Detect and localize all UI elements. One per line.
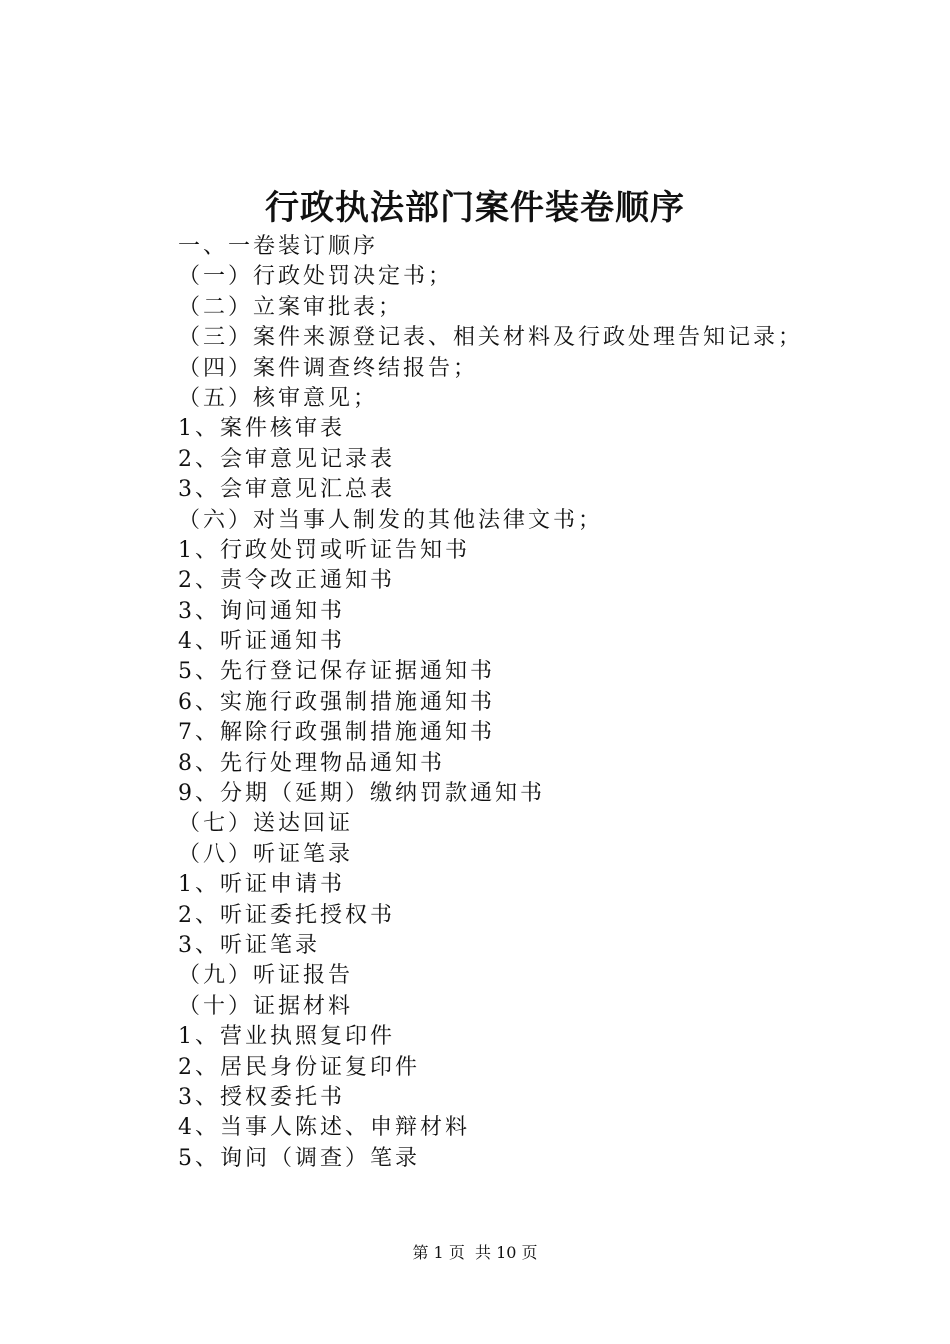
document-line: 2、居民身份证复印件 xyxy=(178,1054,420,1080)
document-line: 4、当事人陈述、申辩材料 xyxy=(178,1115,470,1141)
document-line: 9、分期（延期）缴纳罚款通知书 xyxy=(178,781,545,807)
document-line: 3、询问通知书 xyxy=(178,598,345,624)
document-line: 3、会审意见汇总表 xyxy=(178,477,395,503)
document-line: 5、询问（调查）笔录 xyxy=(178,1145,420,1171)
document-line: 一、一卷装订顺序 xyxy=(178,234,379,259)
document-line: （六）对当事人制发的其他法律文书； xyxy=(178,507,604,533)
document-line: （十）证据材料 xyxy=(178,993,354,1019)
document-line: （三）案件来源登记表、相关材料及行政处理告知记录； xyxy=(178,325,804,351)
document-line: 7、解除行政强制措施通知书 xyxy=(178,720,495,746)
document-line: 2、责令改正通知书 xyxy=(178,568,395,594)
document-line: （八）听证笔录 xyxy=(178,841,354,867)
document-line: （一）行政处罚决定书； xyxy=(178,264,454,290)
document-line: 4、听证通知书 xyxy=(178,629,345,655)
page-footer: 第 1 页 共 10 页 xyxy=(412,1243,538,1262)
document-line: （五）核审意见； xyxy=(178,385,379,411)
document-line: 3、授权委托书 xyxy=(178,1084,345,1110)
document-line: 1、行政处罚或听证告知书 xyxy=(178,537,470,563)
document-line: 1、营业执照复印件 xyxy=(178,1024,395,1050)
document-title: 行政执法部门案件装卷顺序 xyxy=(265,188,685,228)
document-body xyxy=(178,232,898,1174)
document-line: 1、案件核审表 xyxy=(178,416,345,442)
document-line: （九）听证报告 xyxy=(178,963,354,989)
document-line: （七）送达回证 xyxy=(178,811,354,837)
document-line: 2、会审意见记录表 xyxy=(178,446,395,472)
document-line: 5、先行登记保存证据通知书 xyxy=(178,659,495,685)
document-line: 6、实施行政强制措施通知书 xyxy=(178,689,495,715)
document-line: 1、听证申请书 xyxy=(178,872,345,898)
document-line: 2、听证委托授权书 xyxy=(178,902,395,928)
document-line: （四）案件调查终结报告； xyxy=(178,355,479,381)
document-line: （二）立案审批表； xyxy=(178,294,404,320)
document-line: 8、先行处理物品通知书 xyxy=(178,750,445,776)
document-line: 3、听证笔录 xyxy=(178,932,320,958)
